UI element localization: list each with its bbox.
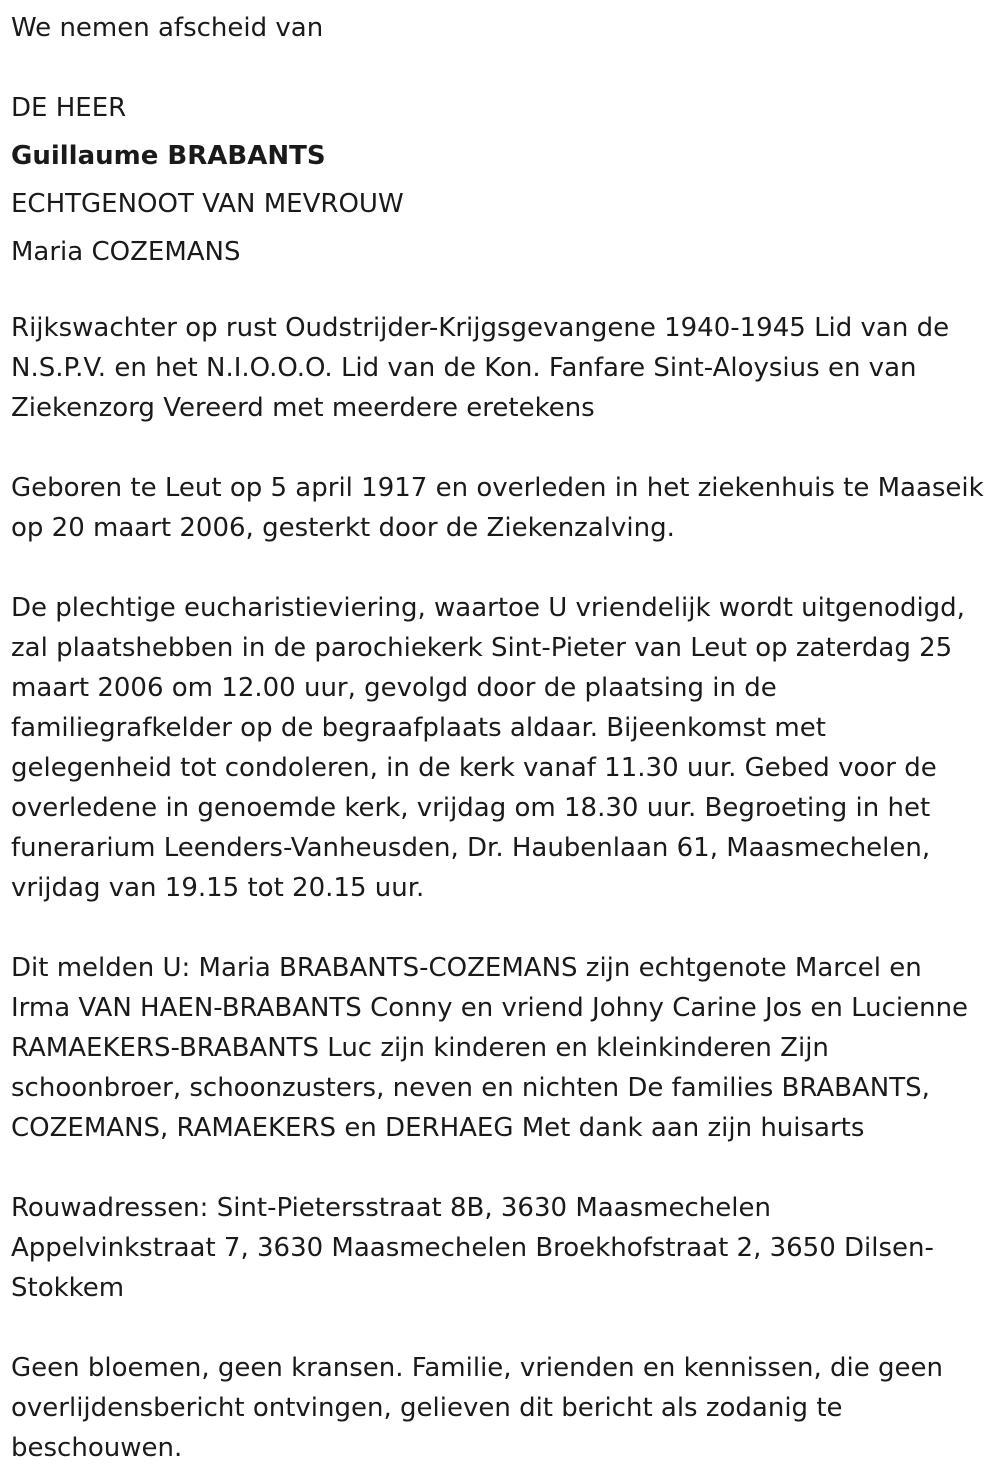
closing-paragraph — [11, 1348, 996, 1468]
deceased-name: Guillaume BRABANTS — [11, 141, 326, 171]
closing-line: Geen bloemen, geen kransen. Familie, vrienden en kennissen, die geen — [11, 1353, 943, 1383]
birth-death-line: op 20 maart 2006, gesterkt door de Ziekenzalving. — [11, 513, 675, 543]
bio-line: Ziekenzorg Vereerd met meerdere eretekens — [11, 393, 595, 423]
family-line: schoonbroer, schoonzusters, neven en nichten De families BRABANTS, — [11, 1073, 930, 1103]
birth-death-paragraph — [11, 468, 996, 548]
ceremony-line: De plechtige eucharistieviering, waartoe U vriendelijk wordt uitgenodigd, — [11, 593, 965, 623]
family-line: Dit melden U: Maria BRABANTS-COZEMANS zijn echtgenote Marcel en — [11, 953, 922, 983]
ceremony-line: maart 2006 om 12.00 uur, gevolgd door de plaatsing in de — [11, 673, 777, 703]
ceremony-line: vrijdag van 19.15 tot 20.15 uur. — [11, 873, 425, 903]
spacer — [11, 548, 996, 588]
ceremony-line: familiegrafkelder op de begraafplaats aldaar. Bijeenkomst met — [11, 713, 826, 743]
spouse-name: Maria COZEMANS — [11, 237, 241, 267]
family-line: Irma VAN HAEN-BRABANTS Conny en vriend Johny Carine Jos en Lucienne — [11, 993, 969, 1023]
relation-text: ECHTGENOOT VAN MEVROUW — [11, 189, 404, 219]
ceremony-paragraph — [11, 588, 996, 908]
family-line: RAMAEKERS-BRABANTS Luc zijn kinderen en kleinkinderen Zijn — [11, 1033, 829, 1063]
family-paragraph — [11, 948, 996, 1148]
spacer — [11, 52, 996, 84]
ceremony-line: zal plaatshebben in de parochiekerk Sint-Pieter van Leut op zaterdag 25 — [11, 633, 953, 663]
closing-line: overlijdensbericht ontvingen, gelieven dit bericht als zodanig te — [11, 1393, 843, 1423]
ceremony-line: gelegenheid tot condoleren, in de kerk vanaf 11.30 uur. Gebed voor de — [11, 753, 937, 783]
spacer — [11, 276, 996, 308]
spacer — [11, 908, 996, 948]
bio-line: N.S.P.V. en het N.I.O.O.O. Lid van de Kon. Fanfare Sint-Aloysius en van — [11, 353, 917, 383]
intro-text: We nemen afscheid van — [11, 13, 324, 43]
obituary-document — [11, 4, 996, 1468]
spacer — [11, 1148, 996, 1188]
spacer — [11, 1308, 996, 1348]
addresses-paragraph — [11, 1188, 996, 1308]
ceremony-line: overledene in genoemde kerk, vrijdag om 18.30 uur. Begroeting in het — [11, 793, 931, 823]
bio-line: Rijkswachter op rust Oudstrijder-Krijgsgevangene 1940-1945 Lid van de — [11, 313, 950, 343]
ceremony-line: funerarium Leenders-Vanheusden, Dr. Haubenlaan 61, Maasmechelen, — [11, 833, 931, 863]
bio-paragraph — [11, 308, 996, 428]
spacer — [11, 428, 996, 468]
family-line: COZEMANS, RAMAEKERS en DERHAEG Met dank aan zijn huisarts — [11, 1113, 865, 1143]
birth-death-line: Geboren te Leut op 5 april 1917 en overleden in het ziekenhuis te Maaseik — [11, 473, 984, 503]
closing-line: beschouwen. — [11, 1433, 183, 1463]
address-line: Appelvinkstraat 7, 3630 Maasmechelen Broekhofstraat 2, 3650 Dilsen- — [11, 1233, 934, 1263]
address-line: Rouwadressen: Sint-Pietersstraat 8B, 3630 Maasmechelen — [11, 1193, 771, 1223]
address-line: Stokkem — [11, 1273, 125, 1303]
deceased-title: DE HEER — [11, 93, 127, 123]
